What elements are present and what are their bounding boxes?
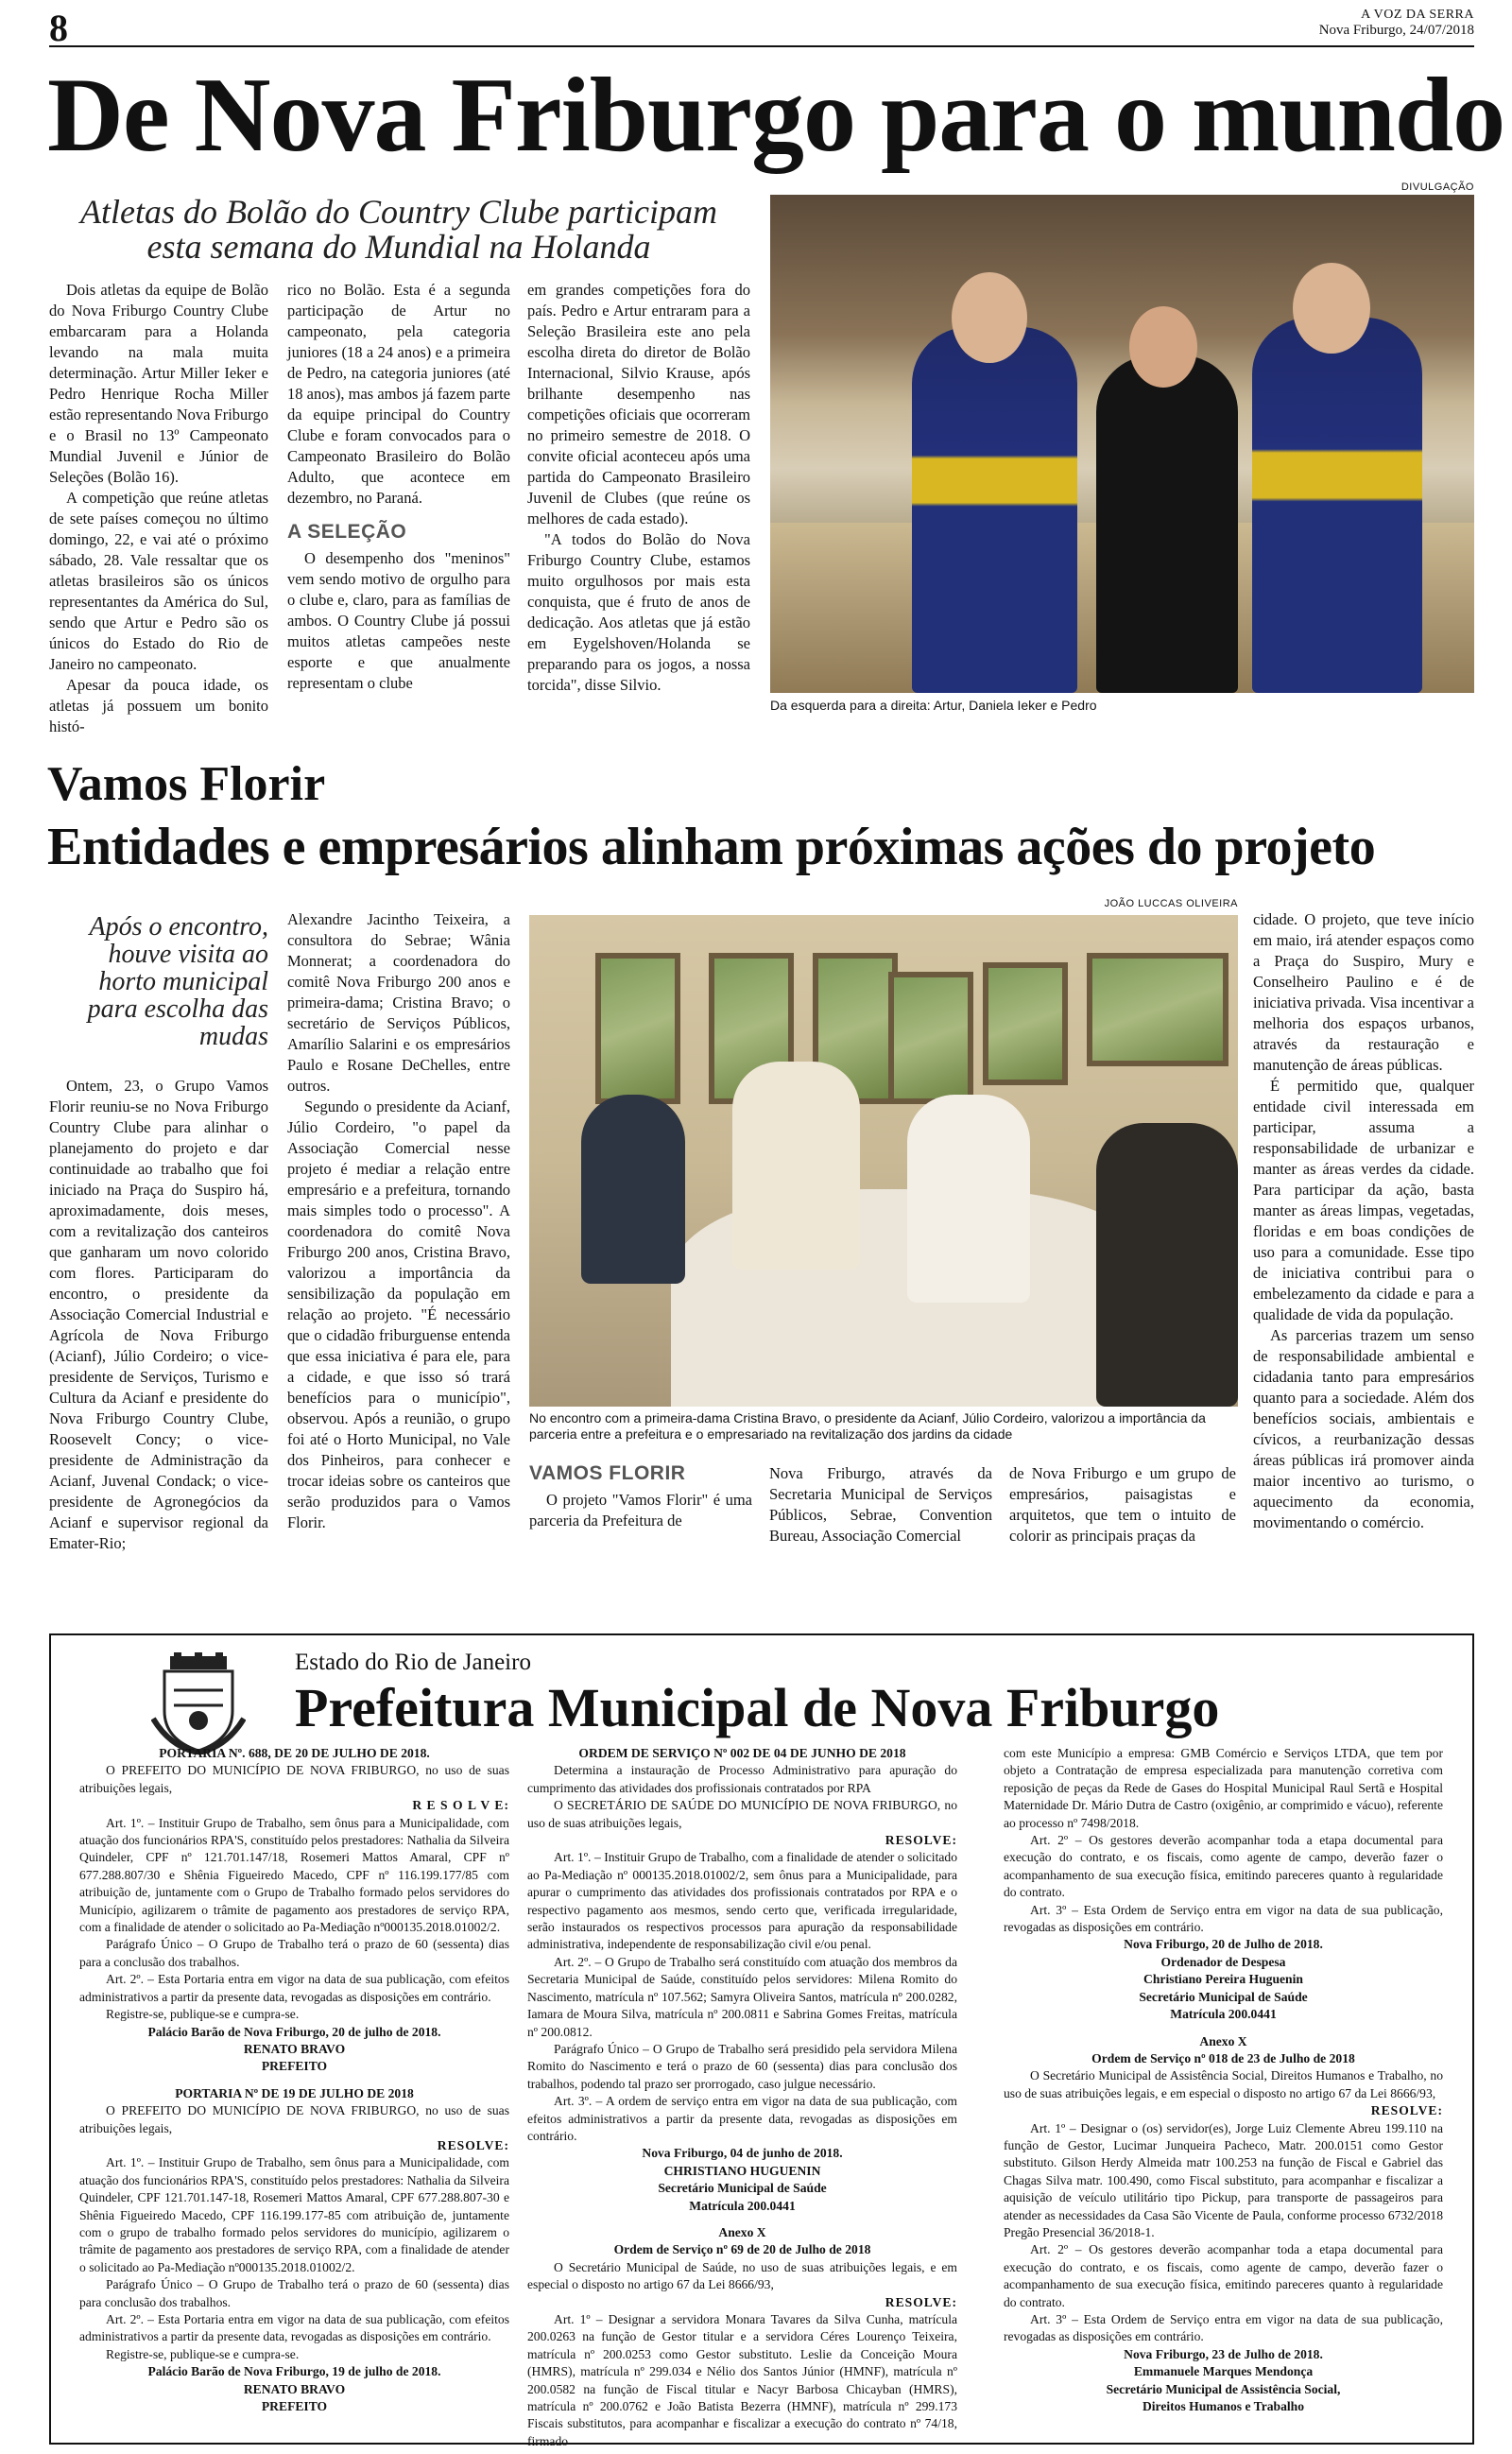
notice-heading: PREFEITO — [261, 2059, 328, 2074]
paragraph: cidade. O projeto, que teve início em maio, irá atender espaços como a Praça do Suspiro, Mury e Conselheiro Paulino e é de iniciativa privada. Visa incentivar a melhoria dos espaços urbanos, através da restauração e manutenção de áreas públicas. — [1253, 910, 1474, 1074]
article1-photo-credit: DIVULGAÇÃO — [1400, 181, 1474, 193]
masthead-info — [1319, 8, 1474, 38]
notice-heading: ORDEM DE SERVIÇO Nº 002 DE 04 DE JUNHO DE 2018 — [578, 1746, 906, 1760]
painting — [1087, 953, 1228, 1066]
resolve-label: RESOLVE: — [1370, 2103, 1443, 2118]
notice-heading: PREFEITO — [261, 2399, 328, 2414]
notice-heading: Nova Friburgo, 23 de Julho de 2018. — [1124, 2346, 1323, 2361]
athlete-artur — [912, 327, 1077, 693]
notice-heading: Matrícula 200.0441 — [689, 2198, 796, 2213]
notice-heading: Ordenador de Despesa — [1160, 1954, 1286, 1969]
notice-heading: Nova Friburgo, 20 de Julho de 2018. — [1124, 1937, 1323, 1952]
dateline: Nova Friburgo, 24/07/2018 — [1318, 23, 1474, 38]
notice-paragraph: Parágrafo Único – O Grupo de Trabalho terá o prazo de 60 (sessenta) dias para a conclusão dos trabalhos. — [79, 1937, 509, 1969]
cristina-bravo — [907, 1095, 1030, 1303]
paragraph: Nova Friburgo, através da Secretaria Municipal de Serviços Públicos, Sebrae, Convention Bureau, Associação Comercial — [769, 1464, 992, 1545]
article2-column-3a — [529, 1463, 752, 1531]
face — [952, 272, 1027, 363]
notice-paragraph: Determina a instauração de Processo Administrativo para apuração do cumprimento das atividades dos profissionais contratados por RPA — [527, 1763, 957, 1795]
paragraph: A competição que reúne atletas de sete países começou no último domingo, 22, e vai até o próximo sábado, 28. Vale ressaltar que os atletas brasileiros são os únicos representantes da América do Sul, sendo que Artur e Pedro são os únicos do Estado do Rio de Janeiro no campeonato. — [49, 489, 268, 673]
paragraph: É permitido que, qualquer entidade civil interessada em participar, assuma a responsabilidade de urbanizar e manter as áreas verdes da cidade. Para participar da ação, basta manter as áreas limpas, vegetadas, floridas e em boas condições de uso para a comunidade. Esse tipo de iniciativa contribui para o embelezamento da cidade e para a qualidade de vida da população. — [1253, 1077, 1474, 1323]
julio-cordeiro — [732, 1062, 860, 1270]
notice-paragraph: Registre-se, publique-se e cumpra-se. — [106, 2007, 300, 2022]
spacer — [79, 2076, 509, 2085]
painting — [983, 962, 1068, 1085]
spacer — [527, 2215, 957, 2224]
notice-heading: RENATO BRAVO — [243, 2041, 346, 2056]
notice-paragraph: Art. 1º. – Instituir Grupo de Trabalho, sem ônus para a Municipalidade, com atuação dos funcionários RPA'S, constituído pelos prestadores: Nathalia da Silveira Quindeler, CPF 121.701.147-18, Rosemeri Mattos Amaral, CPF 677.288.807-30 e Shênia Figueiredo Macedo, CPF 116.199.177-85 com atribuição de, juntamente com o grupo de trabalho formado pelos servidores do município, agilizarem o trâmite de pagamento aos prestadores de serviço RPA, com a finalidade de atender o solicitado ao Pa-Mediação nº000135.2018.01002/2. — [79, 2155, 509, 2274]
notice-paragraph: Parágrafo Único – O Grupo de Trabalho será presidido pela servidora Milena Romito do Nascimento e terá o prazo de 60 (sessenta) dias para conclusão dos trabalhos, podendo tal prazo ser prorrogado, caso julgue necessário. — [527, 2041, 957, 2091]
prefeitura-title: Prefeitura Municipal de Nova Friburgo — [295, 1677, 1220, 1738]
notice-paragraph: O Secretário Municipal de Saúde, no uso de suas atribuições legais, e em especial o disposto no artigo 67 da Lei 8666/93, — [527, 2259, 957, 2292]
notice-paragraph: Registre-se, publique-se e cumpra-se. — [106, 2346, 300, 2361]
article2-column-2 — [287, 909, 510, 1533]
article2-column-3b — [769, 1463, 992, 1547]
notice-heading: Secretário Municipal de Assistência Social, — [1106, 2381, 1341, 2396]
notice-paragraph: Art. 1º – Designar a servidora Monara Tavares da Silva Cunha, matrícula 200.0263 na função de Gestor titular e a servidora Céres Lourenço Teixeira, matrícula nº 200.0253 como Gestor substituto. Leslie da Conceição Moura (HMRS), matrícula nº 299.034 e Nélio dos Santos Júnior (HMNF), matrícula nº 200.0582 na função de Fiscal titular e Nacyr Barbosa Chicayban (HMRS), matrícula nº 200.0762 e João Batista Bezerra (HMNF), matrícula nº 299.173 Fiscais substitutos, para acompanhar e fiscalizar a execução do contrato nº 74/18, firmado — [527, 2312, 957, 2448]
article2-deck: Após o encontro, houve visita ao horto municipal para escolha das mudas — [87, 912, 268, 1051]
page-number: 8 — [49, 7, 68, 49]
city-crest-icon — [151, 1652, 246, 1754]
notice-heading: PORTARIA Nº DE 19 DE JULHO DE 2018 — [175, 2085, 414, 2100]
article1-column-1 — [49, 280, 268, 737]
paragraph: "A todos do Bolão do Nova Friburgo Country Clube, estamos muito orgulhosos por mais esta conquista, que é fruto de anos de dedicação. Aos atletas que já estão em Eygelshoven/Holanda se preparando para os jogos, a nossa torcida", disse Silvio. — [527, 530, 750, 694]
paragraph: As parcerias trazem um senso de responsabilidade ambiental e cidadania tanto para empresários quanto para a sociedade. Além dos benefícios sociais, ambientais e cívicos, a reurbanização dessas áreas públicas irá promover ainda maior incentivo ao turismo, o aquecimento da economia, movimentando o comércio. — [1253, 1326, 1474, 1531]
face — [1293, 263, 1370, 354]
article2-photo-caption: No encontro com a primeira-dama Cristina Bravo, o presidente da Acianf, Júlio Cordeiro, valorizou a importância da parceria entre a prefeitura e o empresariado na revitalização dos jardins da cidade — [529, 1410, 1206, 1442]
notice-heading: RENATO BRAVO — [243, 2381, 346, 2396]
resolve-label: R E S O L V E: — [412, 1798, 509, 1813]
notice-heading: Direitos Humanos e Trabalho — [1142, 2399, 1305, 2414]
article2-subhead: VAMOS FLORIR — [529, 1462, 686, 1484]
athlete-pedro — [1252, 318, 1422, 693]
article2-photo — [529, 915, 1238, 1407]
paragraph: Segundo o presidente da Acianf, Júlio Cordeiro, "o papel da Associação Comercial nesse projeto é mediar a relação entre empresário e a prefeitura, tornando mais simples todo o processo". A coordenadora do comitê Nova Friburgo 200 anos, Cristina Bravo, valorizou a importância da sensibilização da população em relação ao projeto. "É necessário que o cidadão friburguense entenda que essa iniciativa é para ele, para a cidade, e que isso só trará benefícios para o município", observou. Após a reunião, o grupo foi até o Horto Municipal, no Vale dos Pinheiros, para conhecer e trocar ideias sobre os canteiros que serão produzidos para o Vamos Florir. — [287, 1097, 510, 1531]
daniela-ieker — [1096, 355, 1238, 693]
notice-paragraph: O Secretário Municipal de Assistência Social, Direitos Humanos e Trabalho, no uso de suas atribuições legais, e em especial o disposto no artigo 67 da Lei 8666/93, — [1004, 2068, 1443, 2100]
resolve-label: RESOLVE: — [885, 2294, 957, 2309]
notice-heading: Anexo X — [718, 2224, 766, 2239]
notice-paragraph: Art. 2º. – Esta Portaria entra em vigor na data de sua publicação, com efeitos administrativos a partir da presente data, revogadas as disposições em contrário. — [79, 1972, 509, 2004]
notice-paragraph: Art. 1º. – Instituir Grupo de Trabalho, com a finalidade de atender o solicitado ao Pa-Mediação nº 000135.2018.01002/2, sem ônus para a Municipalidade, para apurar o cumprimento das atividades dos profissionais contratados por RPA e o respectivo pagamento aos mesmos, sendo certo que, verificada irregularidade, serão instaurados os respectivos processos para apuração da responsabilidade administrativa, independente de responsabilização civil e/ou penal. — [527, 1850, 957, 1952]
notice-heading: Palácio Barão de Nova Friburgo, 19 de julho de 2018. — [147, 2364, 441, 2379]
paragraph: O desempenho dos "meninos" vem sendo motivo de orgulho para o clube e, claro, para as famílias de ambos. O Country Clube já possui muitos atletas campeões neste esporte e que anualmente representam o clube — [287, 549, 510, 692]
article1-column-2 — [287, 280, 510, 694]
spacer — [1004, 2024, 1443, 2033]
notice-paragraph: Art. 2º. – Esta Portaria entra em vigor na data de sua publicação, com efeitos administrativos a partir da presente data, revogadas as disposições em contrário. — [79, 2312, 509, 2344]
notice-heading: Matrícula 200.0441 — [1170, 2007, 1277, 2022]
notice-heading: Emmanuele Marques Mendonça — [1133, 2364, 1314, 2379]
notice-paragraph: Art. 3º – Esta Ordem de Serviço entra em vigor na data de sua publicação, revogadas as disposições em contrário. — [1004, 2312, 1443, 2344]
article1-subhead: A SELEÇÃO — [287, 521, 407, 543]
notice-paragraph: O PREFEITO DO MUNICÍPIO DE NOVA FRIBURGO, no uso de suas atribuições legais, — [79, 1763, 509, 1795]
paragraph: Ontem, 23, o Grupo Vamos Florir reuniu-se no Nova Friburgo Country Clube para alinhar o planejamento do projeto e dar continuidade ao trabalho que foi iniciado na Praça do Suspiro há, aproximadamente, dois meses, com a revitalização dos canteiros que ganharam um novo colorido com flores. Participaram do encontro, o presidente da Associação Comercial Industrial e Agrícola de Nova Friburgo (Acianf), Júlio Cordeiro; o vice-presidente de Serviços, Turismo e Cultura da Acianf e presidente do Nova Friburgo Country Clube, Roosevelt Concy; o vice-presidente de Administração da Acianf, Juvenal Condack; o vice-presidente de Agronegócios da Acianf e supervisor regional da Emater-Rio; — [49, 1077, 268, 1552]
paragraph: O projeto "Vamos Florir" é uma parceria da Prefeitura de — [529, 1491, 752, 1529]
article1-deck: Atletas do Bolão do Country Clube participam esta semana do Mundial na Holanda — [80, 193, 717, 266]
participant — [1096, 1123, 1238, 1407]
notice-heading: Secretário Municipal de Saúde — [658, 2181, 827, 2196]
notice-heading: Secretário Municipal de Saúde — [1139, 1989, 1308, 2004]
paragraph: Alexandre Jacintho Teixeira, a consultora do Sebrae; Wânia Monnerat; a coordenadora do comitê Nova Friburgo 200 anos e primeira-dama; Cristina Bravo; o secretário de Serviços Públicos, Amarílio Salarini e os empresários Paulo e Rosane DeChelles, entre outros. — [287, 910, 510, 1095]
notice-heading: Ordem de Serviço nº 69 de 20 de Julho de 2018 — [613, 2242, 871, 2257]
notice-heading: Ordem de Serviço nº 018 de 23 de Julho de 2018 — [1091, 2050, 1355, 2065]
notice-paragraph: Art. 2º – Os gestores deverão acompanhar toda a etapa documental para execução do contrato, e os fiscais, como agente de campo, deverão fazer o acompanhamento de sua execução física, emitindo pareceres quanto à regularidade do contrato. — [1004, 1833, 1443, 1900]
notice-column-3 — [1004, 1745, 1443, 2415]
notice-paragraph: Parágrafo Único – O Grupo de Trabalho terá o prazo de 60 (sessenta) dias para conclusão dos trabalhos. — [79, 2277, 509, 2309]
notice-heading: Nova Friburgo, 04 de junho de 2018. — [642, 2146, 843, 2161]
notice-heading: Christiano Pereira Huguenin — [1143, 1972, 1303, 1987]
painting — [595, 953, 680, 1104]
article2-headline: Entidades e empresários alinham próximas ações do projeto — [47, 818, 1376, 876]
notice-heading: Anexo X — [1199, 2033, 1247, 2048]
article2-column-3c — [1009, 1463, 1236, 1547]
notice-paragraph: Art. 2º. – O Grupo de Trabalho será constituído com atuação dos membros da Secretaria Municipal de Saúde, constituído pelos servidores: Milena Romito do Nascimento, matrícula nº 107.562; Samyra Oliveira Santos, matrícula nº 200.0282, Iamara de Moura Silva, matrícula nº 200.0811 e Sabrina Gomes Freitas, matrícula nº 200.0812. — [527, 1954, 957, 2039]
paragraph: rico no Bolão. Esta é a segunda participação de Artur no campeonato, pela categoria juniores (18 a 24 anos) e a primeira de Pedro, na categoria juniores (até 18 anos), mas ambos já fazem parte da equipe principal do Country Clube e foram convocados para o Campeonato Brasileiro do Bolão Adulto, que acontece em dezembro, no Paraná. — [287, 281, 510, 507]
state-label: Estado do Rio de Janeiro — [295, 1650, 531, 1675]
notice-paragraph: Art. 2º – Os gestores deverão acompanhar toda a etapa documental para execução do contrato, e os fiscais, como agente de campo, deverão fazer o acompanhamento de sua execução física, emitindo pareceres quanto à regularidade do contrato. — [1004, 2242, 1443, 2309]
notice-heading: CHRISTIANO HUGUENIN — [663, 2163, 821, 2178]
article1-headline: De Nova Friburgo para o mundo — [47, 57, 1505, 174]
paragraph: Apesar da pouca idade, os atletas já possuem um bonito histó- — [49, 676, 268, 735]
participant — [581, 1095, 685, 1284]
notice-paragraph: Art. 3º. – A ordem de serviço entra em vigor na data de sua publicação, com efeitos administrativos a partir da presente data, revogadas as disposições em contrário. — [527, 2094, 957, 2143]
article1-column-3 — [527, 280, 750, 696]
resolve-label: RESOLVE: — [885, 1833, 957, 1848]
article2-column-4 — [1253, 909, 1474, 1533]
publication-name: A VOZ DA SERRA — [1361, 8, 1474, 22]
notice-heading: PORTARIA Nº. 688, DE 20 DE JULHO DE 2018. — [159, 1746, 430, 1760]
article2-column-1 — [49, 1076, 268, 1554]
header-rule — [49, 45, 1474, 47]
resolve-label: RESOLVE: — [437, 2137, 509, 2152]
notice-paragraph: Art. 1º – Designar o (os) servidor(es), Jorge Luiz Clemente Abreu 199.110 na função de Gestor, Lucimar Junqueira Pacheco, Matr. 200.0151 como Gestor substituto. Gilson Herdy Almeida matr 100.253 na função de Fiscal e Gabriel das Chagas Silva matr. 100.490, como Fiscal substituto, para acompanhar e fiscalizar a aquisição de veículo utilitário tipo Pickup, para transporte de passageiros para atender as necessidades da Casa São Vicente de Paula, conforme processo 6732/2018 Pregão Presencial 36/2018-1. — [1004, 2120, 1443, 2239]
notice-paragraph: O SECRETÁRIO DE SAÚDE DO MUNICÍPIO DE NOVA FRIBURGO, no uso de suas atribuições legais, — [527, 1798, 957, 1830]
article2-photo-credit: JOÃO LUCCAS OLIVEIRA — [1104, 898, 1238, 909]
notice-paragraph: O PREFEITO DO MUNICÍPIO DE NOVA FRIBURGO, no uso de suas atribuições legais, — [79, 2103, 509, 2135]
painting — [888, 972, 973, 1104]
notice-paragraph: Art. 3º – Esta Ordem de Serviço entra em vigor na data de sua publicação, revogadas as disposições em contrário. — [1004, 1902, 1443, 1935]
paragraph: em grandes competições fora do país. Pedro e Artur entraram para a Seleção Brasileira este ano pela escolha direta do diretor de Bolão Internacional, Silvio Krause, após brilhante desempenho nas competições oficiais que ocorreram no primeiro semestre de 2018. O convite oficial aconteceu após uma partida do Campeonato Brasileiro Juvenil de Clubes (que reúne os melhores de cada estado). — [527, 281, 750, 527]
face — [1129, 306, 1197, 388]
article2-kicker: Vamos Florir — [47, 757, 326, 811]
paragraph: Dois atletas da equipe de Bolão do Nova Friburgo Country Clube embarcaram para a Holanda levando na mala muita determinação. Artur Miller Ieker e Pedro Henrique Rocha Miller estão representando Nova Friburgo e o Brasil no 13º Campeonato Mundial Juvenil e Júnior de Seleções (Bolão 16). — [49, 281, 269, 486]
paragraph: de Nova Friburgo e um grupo de empresários, paisagistas e arquitetos, que tem o intuito de colorir as principais praças da — [1009, 1464, 1236, 1545]
article1-photo — [770, 195, 1474, 693]
notice-paragraph: Art. 1º. – Instituir Grupo de Trabalho, sem ônus para a Municipalidade, com atuação dos funcionários RPA'S, constituído pelos prestadores: Nathalia da Silveira Quindeler, CPF nº 121.701.147/18, Rosemeri Mattos Amaral, CPF nº 677.288.807/30 e Shênia Figueiredo Macedo, CPF nº 116.199.177/85 com atribuição de, juntamente com o Grupo de Trabalho formado pelos servidores do Município, agilizarem o trâmite de pagamento aos prestadores de serviço RPA, com a finalidade de atender o solicitado ao Pa-Mediação nº000135.2018.01002/2. — [79, 1815, 509, 1935]
notice-heading: Palácio Barão de Nova Friburgo, 20 de julho de 2018. — [147, 2024, 441, 2039]
article1-photo-caption: Da esquerda para a direita: Artur, Daniela Ieker e Pedro — [770, 698, 1097, 713]
notice-column-1 — [79, 1745, 509, 2415]
notice-column-2 — [527, 1745, 957, 2450]
notice-paragraph: com este Município a empresa: GMB Comércio e Serviços LTDA, que tem por objeto a Contratação de empresa especializada para manutenção corretiva com reposição de peças da Rede de Gases do Hospital Municipal Raul Sertã e Hospital Maternidade Dr. Mário Dutra de Castro (oxigênio, ar comprimido e vácuo), referente ao processo nº 7498/2018. — [1004, 1746, 1443, 1830]
